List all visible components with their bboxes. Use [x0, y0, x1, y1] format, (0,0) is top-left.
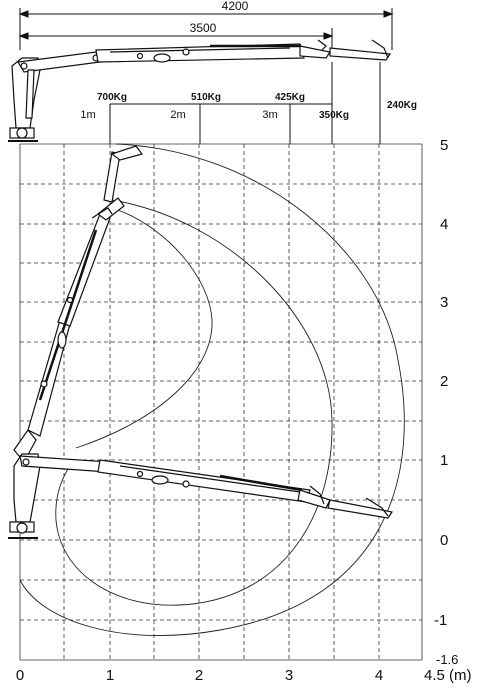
grid	[20, 144, 422, 660]
x-tick-2: 2	[194, 667, 204, 684]
capacity-label-5: 240Kg	[386, 100, 418, 111]
x-tick-1: 1	[105, 667, 115, 684]
y-tick-minus-1: -1	[434, 612, 448, 629]
capacity-label-1: 700Kg	[96, 92, 128, 103]
y-tick-3: 3	[440, 294, 449, 311]
y-axis	[434, 137, 458, 667]
capacity-label-4: 350Kg	[318, 110, 350, 121]
distance-label-1: 1m	[80, 109, 96, 121]
x-tick-3: 3	[284, 667, 294, 684]
dimension-4200: 4200	[221, 0, 249, 13]
reach-envelopes	[20, 144, 404, 636]
raised-crane-drawing	[14, 146, 142, 462]
x-axis	[16, 667, 472, 684]
y-tick-1: 1	[440, 452, 449, 469]
y-tick-5: 5	[440, 137, 449, 154]
x-tick-4: 4	[374, 667, 384, 684]
stowed-crane-drawing	[8, 40, 390, 141]
capacity-label-2: 510Kg	[190, 92, 222, 103]
x-tick-0: 0	[15, 667, 25, 684]
capacity-label-3: 425Kg	[274, 92, 306, 103]
dimension-3500: 3500	[189, 21, 217, 35]
x-axis-end-label: 4.5 (m)	[424, 667, 472, 684]
distance-label-2: 2m	[170, 109, 186, 121]
y-tick-4: 4	[440, 216, 449, 233]
capacity-zone-lines	[110, 62, 380, 144]
y-tick-0: 0	[440, 532, 449, 549]
distance-label-3: 3m	[262, 109, 278, 121]
y-tick-2: 2	[440, 373, 449, 390]
y-tick-minus-1-6: -1.6	[436, 652, 459, 667]
